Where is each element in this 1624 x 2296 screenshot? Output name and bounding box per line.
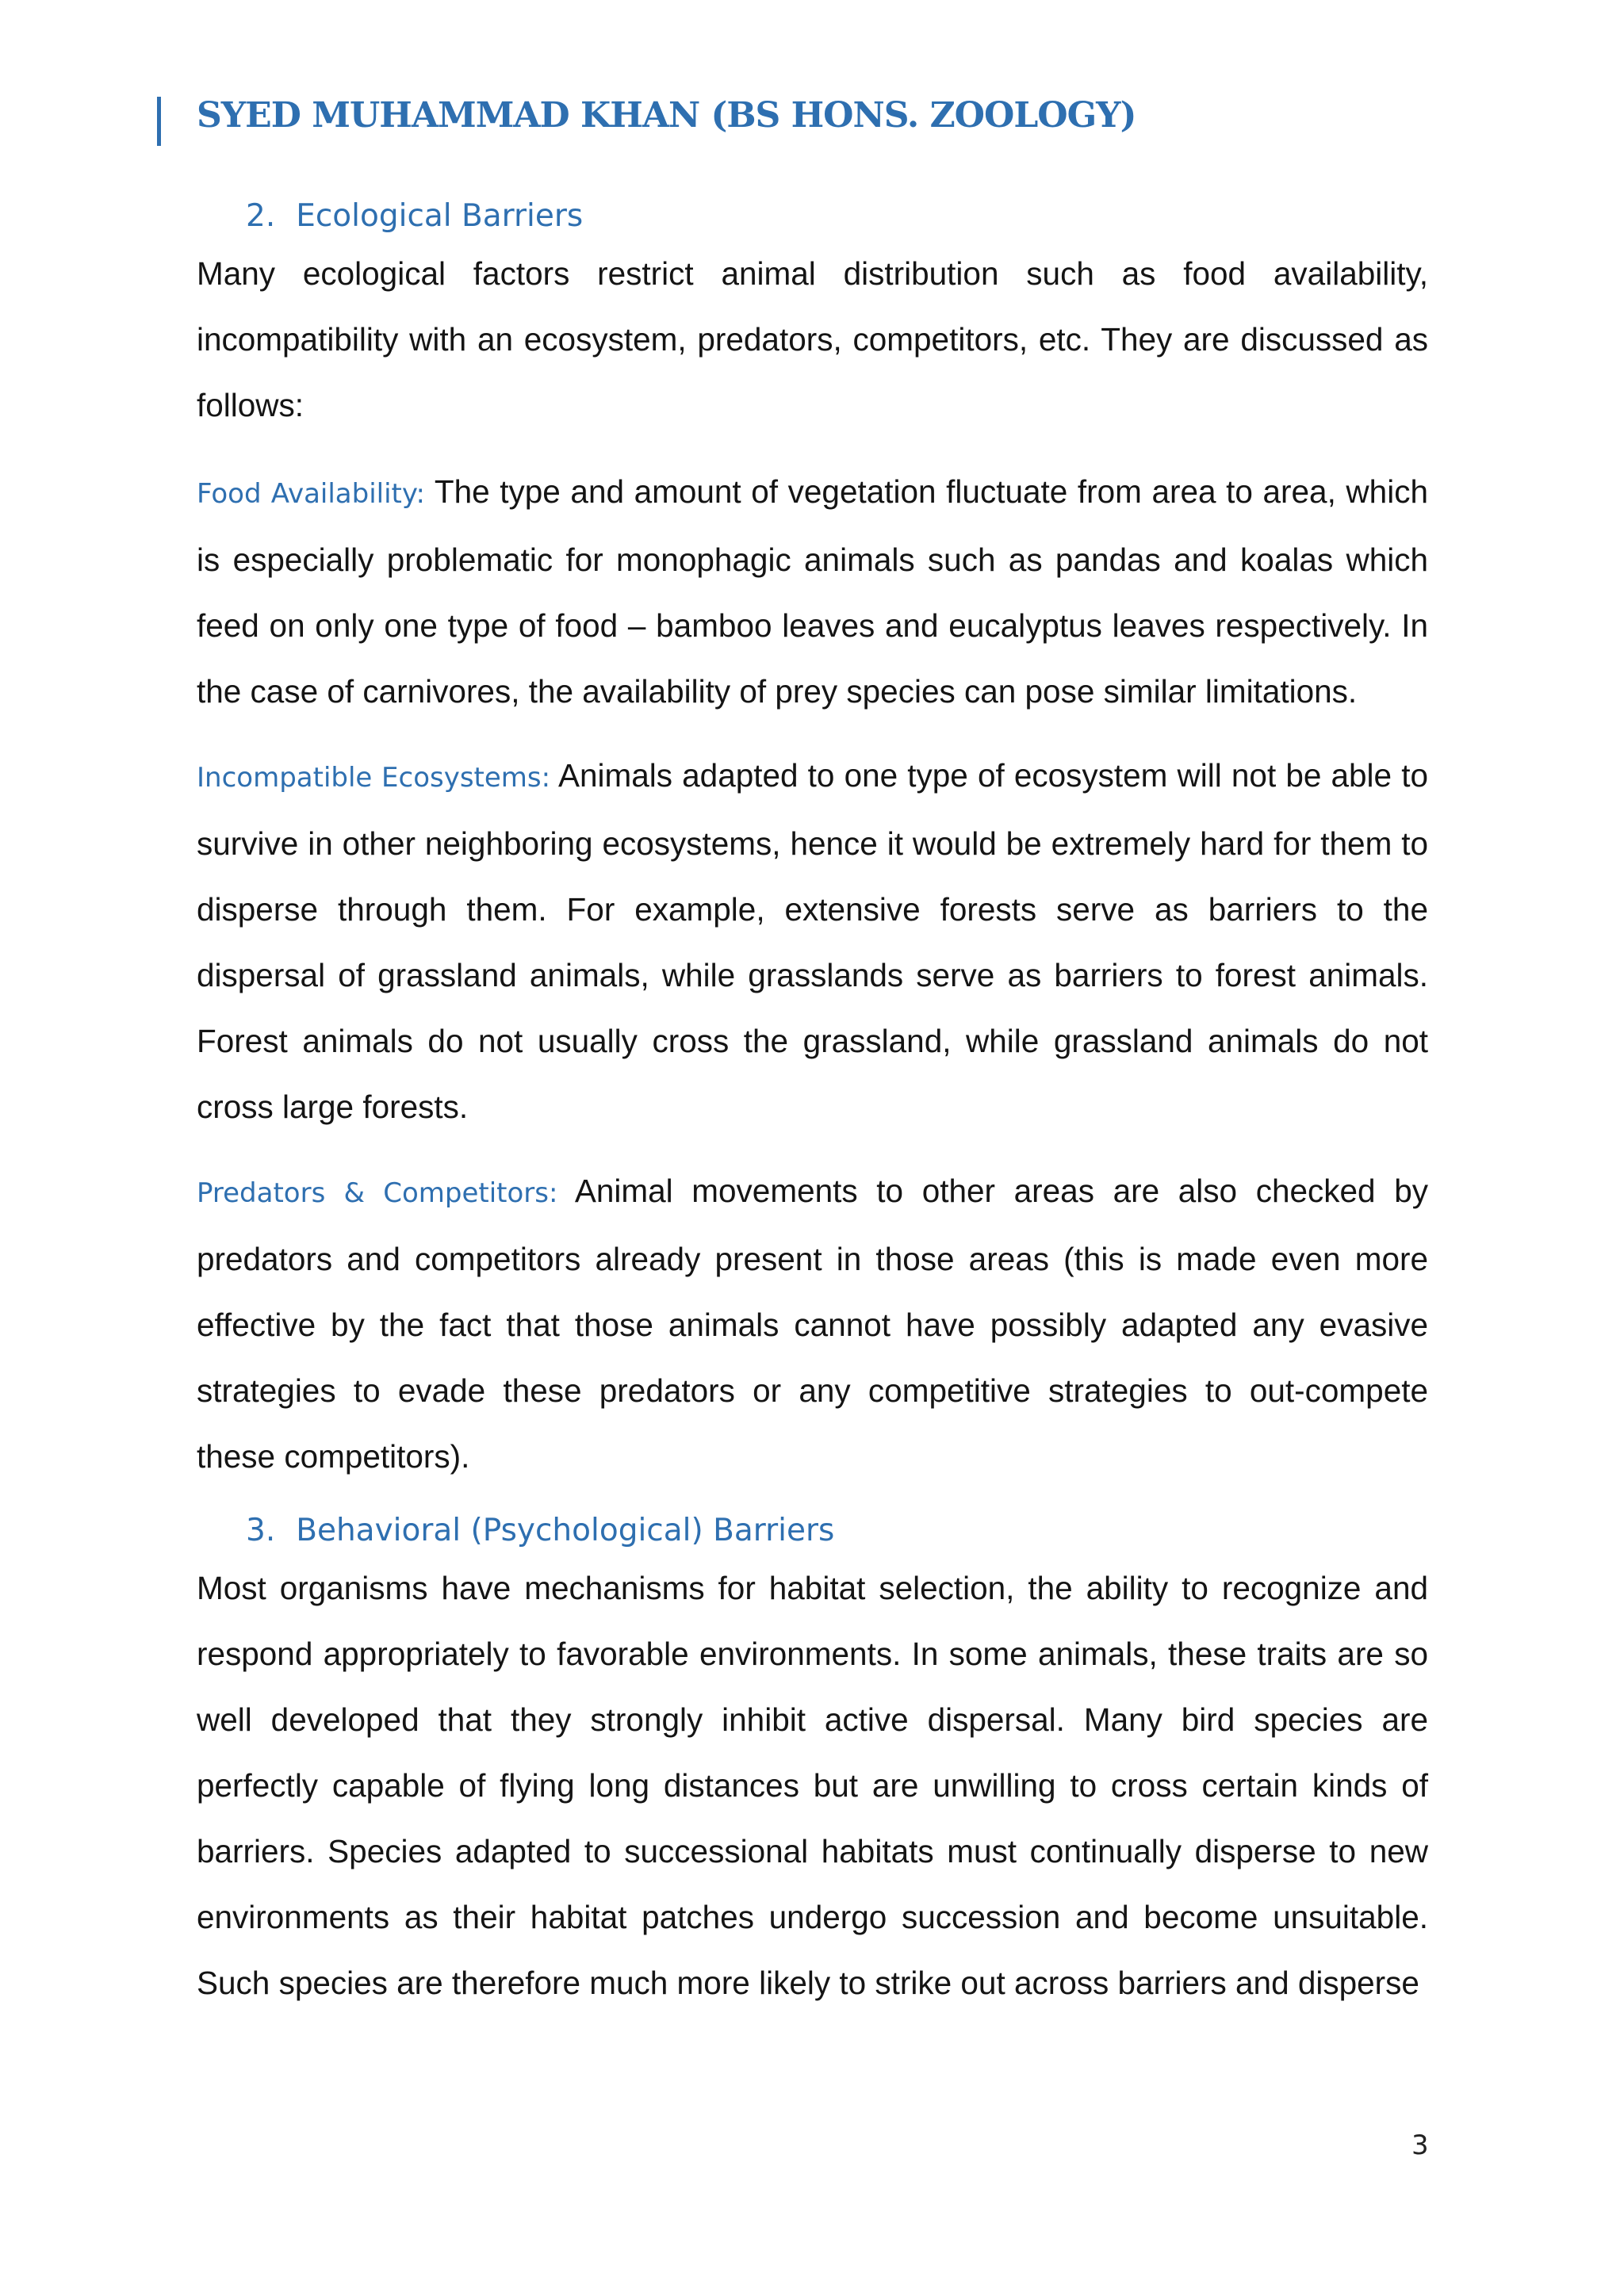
paragraph-ecological-intro: Many ecological factors restrict animal distribution such as food availability, incompatibility with an ecosystem, predators, competitors, etc. They are discussed as follows:	[197, 255, 1428, 423]
subsection-label-incompatible-ecosystems: Incompatible Ecosystems:	[197, 762, 551, 794]
header-title: SYED MUHAMMAD KHAN (BS HONS. ZOOLOGY)	[197, 95, 1136, 136]
section-title: Behavioral (Psychological) Barriers	[296, 1513, 835, 1548]
subsection-label-predators-competitors: Predators & Competitors:	[197, 1177, 558, 1209]
paragraph-predators-competitors	[197, 1158, 1428, 1490]
subsection-text-incompatible-ecosystems: Animals adapted to one type of ecosystem will not be able to survive in other neighboring ecosystems, hence it would be extremely hard for them to disperse through them. For example, extensive forests serve as barriers to the dispersal of grassland animals, while grasslands serve as barriers to forest animals. Forest animals do not usually cross the grassland, while grassland animals do not cross large forests.	[197, 757, 1428, 1125]
header-accent-bar	[157, 97, 161, 146]
section-number: 2.	[246, 198, 276, 234]
section-number: 3.	[246, 1513, 276, 1548]
section-heading-behavioral	[246, 1513, 834, 1548]
subsection-label-food-availability: Food Availability:	[197, 478, 425, 510]
paragraph-food-availability	[197, 459, 1428, 725]
paragraph-behavioral-intro: Most organisms have mechanisms for habitat selection, the ability to recognize and respond appropriately to favorable environments. In some animals, these traits are so well developed that they strongly inhibit active dispersal. Many bird species are perfectly capable of flying long distances but are unwilling to cross certain kinds of barriers. Species adapted to successional habitats must continually disperse to new environments as their habitat patches undergo succession and become unsuitable. Such species are therefore much more likely to strike out across barriers and disperse	[197, 1570, 1428, 2001]
subsection-text-food-availability: The type and amount of vegetation fluctuate from area to area, which is especially problematic for monophagic animals such as pandas and koalas which feed on only one type of food – bamboo leaves and eucalyptus leaves respectively. In the case of carnivores, the availability of prey species can pose similar limitations.	[197, 473, 1428, 710]
section-heading-ecological	[246, 198, 583, 234]
section-title: Ecological Barriers	[296, 198, 584, 234]
paragraph-incompatible-ecosystems	[197, 743, 1428, 1140]
subsection-text-predators-competitors: Animal movements to other areas are also checked by predators and competitors already present in those areas (this is made even more effective by the fact that those animals cannot have possibly adapted any evasive strategies to evade these predators or any competitive strategies to out-compete these competitors).	[197, 1173, 1428, 1475]
page-number: 3	[1411, 2130, 1429, 2161]
